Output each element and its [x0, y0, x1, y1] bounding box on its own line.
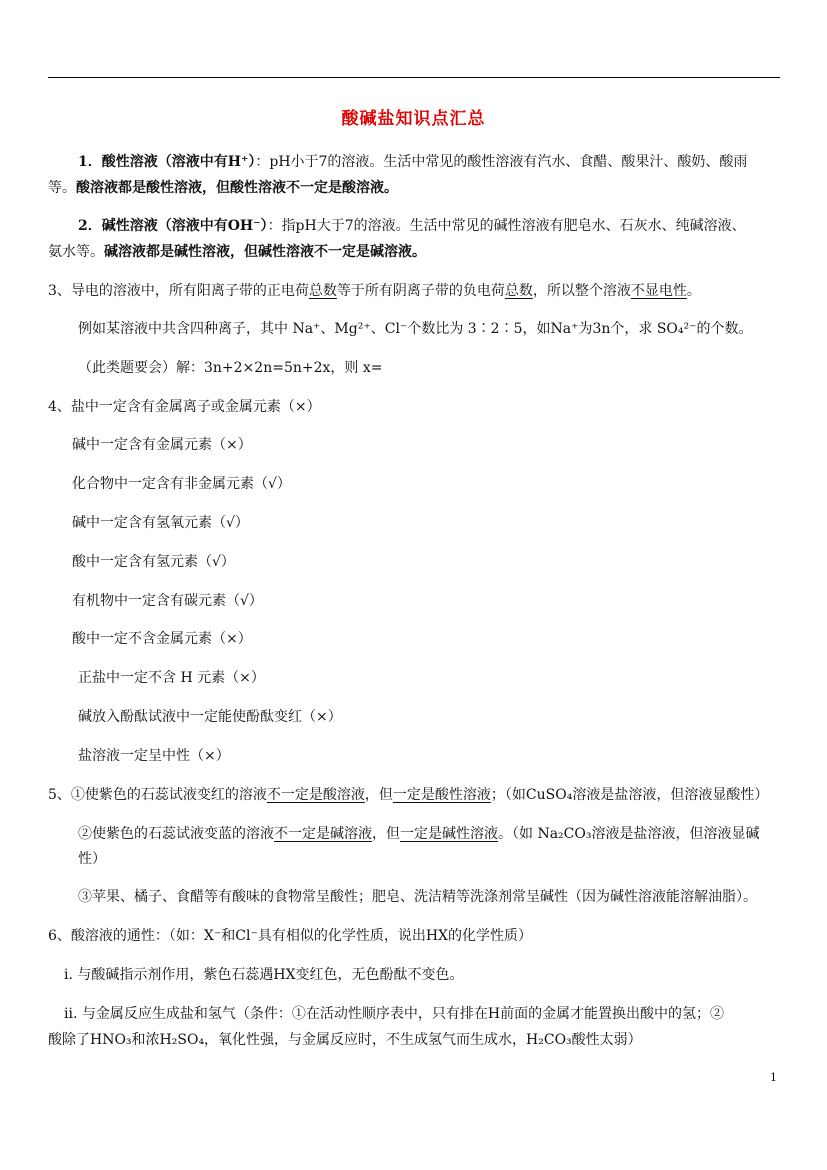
p5-2-underline-2: 一定是碱性溶液 — [400, 826, 498, 842]
paragraph-6-ii-line-1: ii. 与金属反应生成盐和氢气（条件：①在活动性顺序表中，只有排在H前面的金属才能置换出酸中的氢；② — [64, 1006, 725, 1022]
p3-text-c: ，所以整个溶液 — [532, 283, 631, 299]
p3-text-a: 3、导电的溶液中，所有阳离子带的正电荷 — [48, 283, 309, 299]
page-title: 酸碱盐知识点汇总 — [341, 109, 486, 129]
p5-1-underline-2: 一定是酸性溶液 — [392, 787, 491, 803]
list-item: 碱中一定含有金属元素（×） — [72, 437, 252, 453]
paragraph-2-line-2 — [48, 242, 426, 262]
page-number: 1 — [770, 1071, 777, 1084]
p5-1-text-b: ，但 — [364, 787, 393, 803]
list-item: 碱放入酚酞试液中一定能使酚酞变红（×） — [78, 709, 342, 725]
p3-text-b: 等于所有阴离子带的负电荷 — [336, 283, 505, 299]
paragraph-3-solution: （此类题要会）解：3n+2×2n=5n+2x，则 x= — [78, 360, 383, 376]
acid-solution-label: 1．酸性溶液（溶液中有H⁺） — [78, 154, 256, 170]
alkaline-solution-label: 2．碱性溶液（溶液中有OH⁻） — [78, 218, 268, 234]
list-item: 正盐中一定不含 H 元素（×） — [78, 670, 265, 686]
alkaline-solution-conclusion: 碱溶液都是碱性溶液，但碱性溶液不一定是碱溶液。 — [104, 244, 426, 260]
paragraph-5-3: ③苹果、橘子、食醋等有酸味的食物常呈酸性；肥皂、洗洁精等洗涤剂常呈碱性（因为碱性溶液能溶解油脂）。 — [78, 889, 757, 905]
list-item: 酸中一定不含金属元素（×） — [72, 631, 252, 647]
paragraph-2-line-1 — [78, 216, 746, 236]
list-item: 盐溶液一定呈中性（×） — [78, 748, 230, 764]
list-item: 酸中一定含有氢元素（√） — [72, 554, 235, 570]
p3-text-d: 。 — [686, 283, 701, 299]
p5-2-text-b: ，但 — [372, 826, 400, 842]
p5-1-text-a: 5、①使紫色的石蕊试液变红的溶液 — [48, 787, 267, 803]
header-rule — [48, 77, 780, 78]
paragraph-1-line-1 — [78, 152, 747, 172]
paragraph-3 — [48, 281, 701, 301]
list-item: 有机物中一定含有碳元素（√） — [72, 593, 263, 609]
paragraph-6: 6、酸溶液的通性：（如：X⁻和Cl⁻具有相似的化学性质，说出HX的化学性质） — [48, 928, 533, 944]
p3-underline-1: 总数 — [308, 283, 337, 299]
paragraph-6-ii-line-2: 酸除了HNO₃和浓H₂SO₄，氧化性强，与金属反应时，不生成氢气而生成水，H₂CO₃酸性太弱） — [48, 1032, 642, 1048]
paragraph-1-line-2 — [48, 178, 398, 198]
p5-1-underline-1: 不一定是酸溶液 — [266, 787, 365, 803]
acid-solution-cont: 等。 — [48, 180, 76, 196]
paragraph-5-1 — [48, 785, 768, 805]
acid-solution-conclusion: 酸溶液都是酸性溶液，但酸性溶液不一定是酸溶液。 — [76, 180, 398, 196]
alkaline-solution-cont: 氨水等。 — [48, 244, 104, 260]
list-item: 4、盐中一定含有金属离子或金属元素（×） — [48, 399, 321, 415]
p3-underline-2: 总数 — [504, 283, 533, 299]
p5-2-underline-1: 不一定是碱溶液 — [274, 826, 372, 842]
paragraph-5-2 — [78, 824, 759, 844]
alkaline-solution-text: ：指pH大于7的溶液。生活中常见的碱性溶液有肥皂水、石灰水、纯碱溶液、 — [267, 218, 746, 234]
p5-1-text-c: ；（如CuSO₄溶液是盐溶液，但溶液显酸性） — [490, 787, 769, 803]
list-item: 化合物中一定含有非金属元素（√） — [72, 476, 291, 492]
paragraph-3-example: 例如某溶液中共含四种离子，其中 Na⁺、Mg²⁺、Cl⁻个数比为 3∶2∶5，如Na⁺为3n个，求 SO₄²⁻的个数。 — [78, 321, 753, 337]
paragraph-6-i: i. 与酸碱指示剂作用，紫色石蕊遇HX变红色，无色酚酞不变色。 — [64, 967, 464, 983]
paragraph-5-2-cont: 性） — [78, 851, 106, 867]
acid-solution-text: ：pH小于7的溶液。生活中常见的酸性溶液有汽水、食醋、酸果汁、酸奶、酸雨 — [255, 154, 748, 170]
p3-underline-3: 不显电性 — [630, 283, 687, 299]
p5-2-text-a: ②使紫色的石蕊试液变蓝的溶液 — [78, 826, 274, 842]
p5-2-text-c: 。（如 Na₂CO₃溶液是盐溶液，但溶液显碱 — [498, 826, 760, 842]
list-item: 碱中一定含有氢氧元素（√） — [72, 515, 249, 531]
